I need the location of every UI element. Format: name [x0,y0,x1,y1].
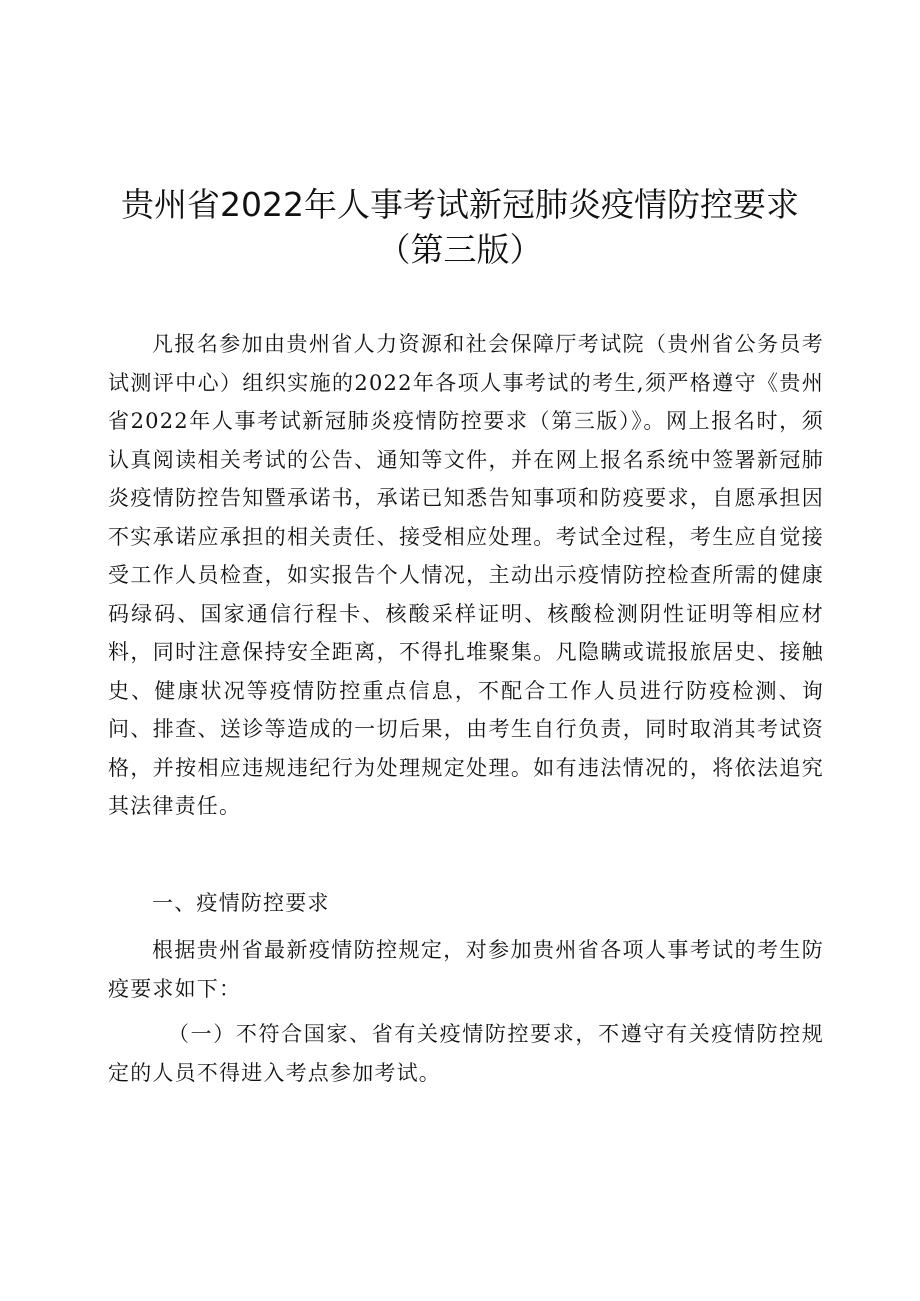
document-title-edition: （第三版） [377,230,543,269]
section-intro-paragraph: 根据贵州省最新疫情防控规定，对参加贵州省各项人事考试的考生防疫要求如下： [108,938,824,1001]
document-title: 贵州省2022年人事考试新冠肺炎疫情防控要求 [121,185,799,224]
requirement-item-1: （一）不符合国家、省有关疫情防控要求，不遵守有关疫情防控规定的人员不得进入考点参加考试。 [108,1022,824,1085]
intro-paragraph: 凡报名参加由贵州省人力资源和社会保障厅考试院（贵州省公务员考试测评中心）组织实施的2022年各项人事考试的考生,须严格遵守《贵州省2022年人事考试新冠肺炎疫情防控要求（第三版）》。网上报名时，须认真阅读相关考试的公告、通知等文件，并在网上报名系统中签署新冠肺炎疫情防控告知暨承诺书，承诺已知悉告知事项和防疫要求，自愿承担因不实承诺应承担的相关责任、接受相应处理。考试全过程，考生应自觉接受工作人员检查，如实报告个人情况，主动出示疫情防控检查所需的健康码绿码、国家通信行程卡、核酸采样证明、核酸检测阴性证明等相应材料，同时注意保持安全距离，不得扎堆聚集。凡隐瞒或谎报旅居史、接触史、健康状况等疫情防控重点信息，不配合工作人员进行防疫检测、询问、排查、送诊等造成的一切后果，由考生自行负责，同时取消其考试资格，并按相应违规违纪行为处理规定处理。如有违法情况的，将依法追究其法律责任。 [108,332,824,818]
section-heading: 一、疫情防控要求 [152,891,330,915]
